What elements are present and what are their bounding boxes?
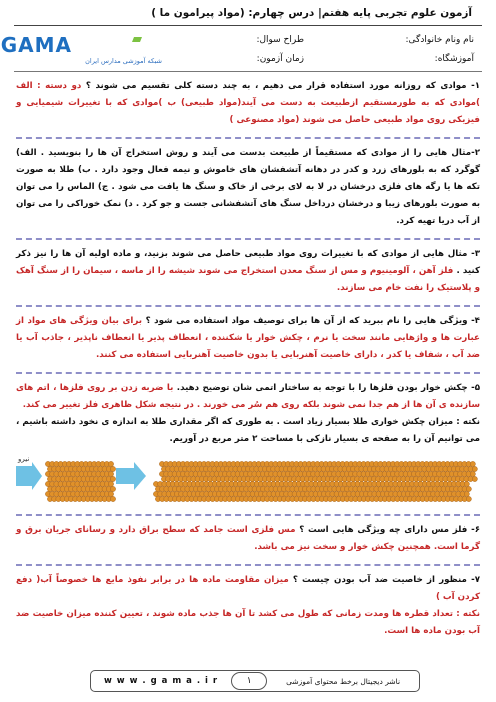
footer-publisher: ناشر دیجیتال برخط محتوای آموزشی <box>286 676 401 686</box>
divider <box>16 305 480 307</box>
answer-text: الف) گوگرد که به بلورهای زرد و کدر در دهانه آتشفشان های خاموش و نیمه فعال وجود دارد . ب) طلا به صورت تکه ها یا رگه های فلزی درخشان در لا به لای برخی از خاک و سنگ ها یافت می شود . ج) الماس را می توان به صورت بلورهای زیبا و درخشان درداخل سنگ های آتشفشانی جست و جو کرد . د) نمک خوراکی را می توان از آب دریا تهیه کرد. <box>16 148 480 226</box>
force-arrow-body <box>16 466 32 486</box>
svg-text:GAMA: GAMA <box>0 33 72 57</box>
transition-arrow-body <box>116 468 134 484</box>
answer-text: فلز آهن ، آلومینیوم و مس از سنگ معدن استخراج می شوند شیشه را از ماسه ، سیمان را از سنگ آهک و پلاستیک را نفت خام می سازند. <box>16 266 480 293</box>
designer-label: طراح سوال: <box>256 35 304 46</box>
question-1 <box>16 78 480 129</box>
metal-atom <box>464 481 469 486</box>
divider <box>16 372 480 374</box>
question-text: ۵- چکش خوار بودن فلزها را با توجه به ساختار اتمی شان توضیح دهید. <box>176 383 480 393</box>
question-text: ۷- منظور از خاصیت ضد آب بودن چیست ؟ <box>292 575 480 585</box>
metal-block-before <box>45 461 115 501</box>
page-title: آزمون علوم تجربی پایه هفتم| درس چهارم: (مواد پیرامون ما ) <box>151 6 472 19</box>
answer-text: دو دسته : الف )موادی که به طورمستقیم ازطبیعت به دست می آیند(مواد طبیعی) ب )موادی که با تغییرات شیمیایی و فیزیکی روی مواد طبیعی حاصل می شوند (مواد مصنوعی ) <box>16 81 480 125</box>
logo-subtitle: شبکه آموزشی مدارس ایران <box>85 57 162 65</box>
question-3 <box>16 246 480 297</box>
footer-url[interactable]: w w w . g a m a . i r <box>104 676 219 686</box>
metal-atom <box>110 466 115 471</box>
force-arrow-head <box>32 462 42 490</box>
question-5 <box>16 380 480 448</box>
title-bar <box>14 0 482 26</box>
question-2 <box>16 145 480 230</box>
metal-atom <box>110 496 115 501</box>
answer-text: میزان مقاومت ماده ها در برابر نفوذ مایع ها خصوصاً آب( دفع کردن آب ) <box>16 575 480 602</box>
metal-atom <box>466 496 471 501</box>
question-text: ۱- موادی که روزانه مورد استفاده قرار می دهیم ، به چند دسته کلی تقسیم می شوند ؟ <box>85 81 480 91</box>
student-name-label: نام ونام خانوادگی: <box>405 35 474 46</box>
metal-atom <box>108 461 113 466</box>
metal-atom <box>110 486 115 491</box>
question-4 <box>16 313 480 364</box>
metal-atom <box>472 476 477 481</box>
question-7 <box>16 572 480 640</box>
answer-text: مس فلزی است جامد که سطح براق دارد و رسانای جریان برق و گرما است. همچنین چکش خوار و سخت نیز می باشد. <box>16 525 480 552</box>
metal-atom <box>110 476 115 481</box>
metal-block-after <box>153 461 477 501</box>
metal-layers-illustration <box>16 452 482 506</box>
exam-time-label: زمان آزمون: <box>256 53 304 64</box>
gama-logo-icon <box>0 33 162 57</box>
metal-atom <box>108 491 113 496</box>
metal-atom <box>470 471 475 476</box>
note-text: نکته : میزان چکش خواری طلا بسیار زیاد است . به طوری که اگر مقداری طلا به اندازه ی نخود داشته باشیم ، می توانیم آن را به صفحه ی بسیار نازکی با مساحت ۲ متر مربع در آوریم. <box>16 417 480 444</box>
metal-atom <box>464 491 469 496</box>
divider <box>16 137 480 139</box>
gama-logo <box>0 28 162 71</box>
divider <box>16 564 480 566</box>
question-text: ۳- مثال هایی از موادی که با تغییرات روی مواد طبیعی حاصل می شوند بزنید، و ماده اولیه آن ها را نیز ذکر کنید . <box>16 249 480 276</box>
metal-atom <box>470 461 475 466</box>
metal-atom <box>466 486 471 491</box>
question-6 <box>16 522 480 556</box>
note-text: نکته : تعداد قطره ها ومدت زمانی که طول می کشد تا آن ها جذب ماده شوند ، تعیین کننده میزان خاصیت ضد آب بودن ماده ها است. <box>16 609 480 636</box>
header-exam-column <box>162 28 312 71</box>
divider <box>16 238 480 240</box>
header-student-column <box>312 28 482 71</box>
question-text: ۶- فلز مس دارای چه ویژگی هایی است ؟ <box>299 525 481 535</box>
questions-area <box>14 72 482 640</box>
metal-layers-figure <box>16 452 480 506</box>
answer-text: برای بیان ویژگی های مواد از عبارت ها و واژهایی مانند سخت یا نرم ، چکش خوار یا شکننده ، انعطاف پذیر یا انعطاف ناپذیر ، جاذب آب یا ضد آب ، شفاف یا کدر ، دارای خاصیت آهنربایی یا بدون خاصیت آهنربایی استفاده می کنند. <box>16 316 480 360</box>
question-text: ۴- ویژگی هایی را نام ببرید که از آن ها برای توصیف مواد استفاده می شود ؟ <box>145 316 480 326</box>
exam-header <box>0 28 482 72</box>
metal-atom <box>472 466 477 471</box>
metal-atom <box>108 471 113 476</box>
question-text: ۲-مثال هایی را از موادی که مستقیماً از طبیعت بدست می آیند و روش استخراج آن ها را بنویسید . <box>40 148 480 158</box>
metal-atom <box>108 481 113 486</box>
page-number: ۱ <box>231 672 267 690</box>
school-label: آموزشگاه: <box>434 53 474 64</box>
page-footer <box>90 670 420 692</box>
force-label: نیرو <box>18 455 30 463</box>
divider <box>16 514 480 516</box>
answer-text: با ضربه زدن بر روی فلزها ، اتم های سازنده ی آن ها از هم جدا نمی شوند بلکه روی هم سُر می خورند . در نتیجه شکل ظاهری فلز تغییر می کند. <box>16 383 480 410</box>
transition-arrow-head <box>134 462 146 490</box>
